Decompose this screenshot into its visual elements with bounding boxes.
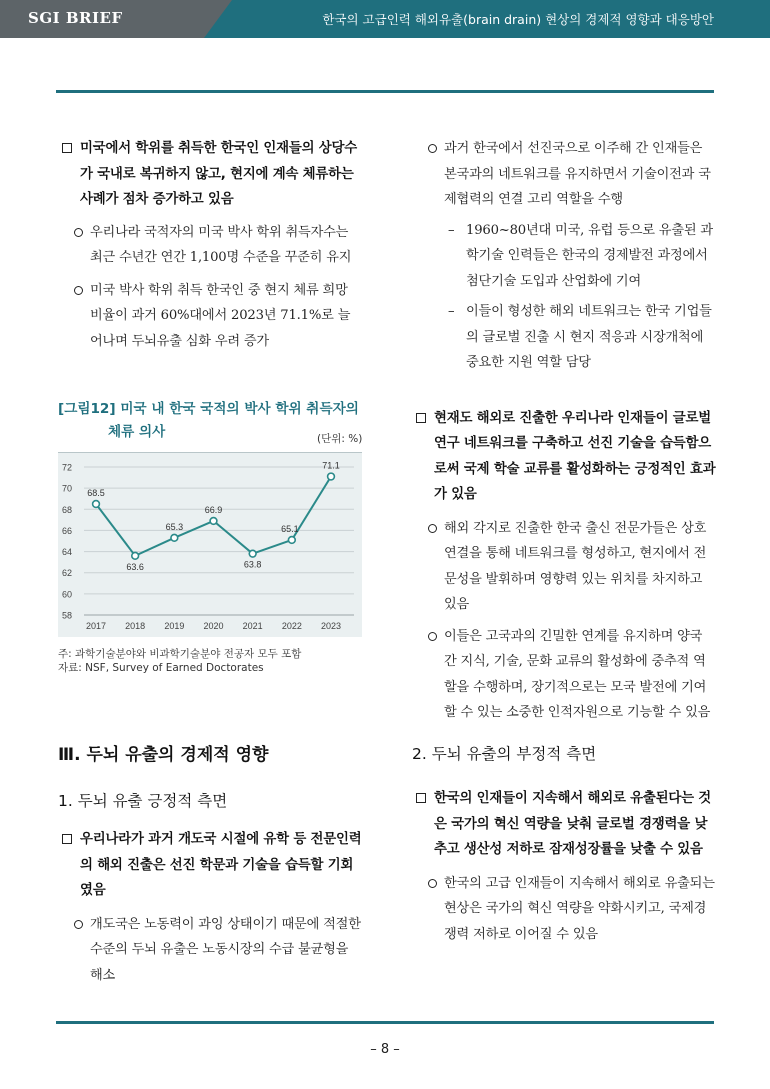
bottom-divider (56, 1021, 714, 1024)
y-tick-label: 62 (62, 568, 73, 579)
figure-notes (58, 647, 378, 675)
subsection-negative: 2. 두뇌 유출의 부정적 측면 (412, 745, 597, 763)
left-square-bullet-2: 우리나라가 과거 개도국 시절에 유학 등 전문인력의 해외 진출은 선진 학문과 기술을 습득할 기회였음 (58, 827, 362, 904)
data-point (93, 501, 100, 508)
x-tick-label: 2019 (164, 621, 185, 631)
figure-unit: (단위: %) (317, 433, 363, 445)
data-label: 63.6 (126, 561, 144, 572)
data-point (132, 552, 139, 559)
right-square-bullet-1: 현재도 해외로 진출한 우리나라 인재들이 글로벌 연구 네트워크를 구축하고 선진 기술을 습득함으로써 국제 학술 교류를 활성화하는 긍정적인 효과가 있음 (412, 406, 716, 508)
x-tick-label: 2021 (242, 621, 263, 631)
left-lower (58, 740, 362, 988)
y-tick-label: 70 (62, 483, 73, 494)
data-point (249, 550, 256, 557)
left-column (58, 136, 362, 354)
y-tick-label: 68 (62, 504, 73, 515)
figure-note-1: 주: 과학기술분야와 비과학기술분야 전공자 모두 포함 (58, 648, 302, 660)
y-tick-label: 58 (62, 610, 73, 621)
right-column (412, 136, 716, 726)
left-circle-bullet-2: 미국 박사 학위 취득 한국인 중 현지 체류 희망 비율이 과거 60%대에서 2023년 71.1%로 늘어나며 두뇌유출 심화 우려 증가 (58, 278, 362, 355)
left-circle-bullet-1: 우리나라 국적자의 미국 박사 학위 취득자수는 최근 수년간 연간 1,100명 수준을 꾸준히 유지 (58, 220, 362, 271)
document-title: 한국의 고급인력 해외유출(brain drain) 현상의 경제적 영향과 대응방안 (322, 12, 714, 27)
line-chart (58, 453, 362, 637)
figure-caption-line1: [그림12] 미국 내 한국 국적의 박사 학위 취득자의 (58, 401, 359, 417)
brand-label: SGI BRIEF (28, 9, 123, 27)
data-point (288, 537, 295, 544)
y-tick-label: 72 (62, 462, 73, 473)
right-dash-bullet-1: – 1960~80년대 미국, 유럽 등으로 유출된 과학기술 인력들은 한국의 경제발전 과정에서 첨단기술 도입과 산업화에 기여 (412, 218, 716, 295)
data-label: 68.5 (87, 488, 105, 498)
data-label: 71.1 (322, 460, 340, 471)
x-tick-label: 2017 (85, 621, 107, 631)
data-label: 66.9 (204, 504, 223, 515)
data-point (210, 518, 217, 525)
y-tick-label: 60 (62, 589, 73, 600)
x-tick-label: 2022 (281, 621, 302, 631)
page-number: – 8 – (370, 1042, 400, 1057)
figure-source: 자료: NSF, Survey of Earned Doctorates (58, 662, 264, 674)
x-tick-label: 2023 (320, 621, 342, 631)
data-point (171, 534, 178, 541)
top-divider (56, 90, 714, 93)
data-label: 65.1 (281, 523, 299, 534)
data-label: 65.3 (165, 521, 184, 532)
y-tick-label: 66 (62, 525, 73, 536)
page-header (0, 0, 770, 38)
y-tick-label: 64 (62, 547, 73, 558)
section-title: Ⅲ. 두뇌 유출의 경제적 영향 (58, 745, 269, 765)
right-circle-bullet-2: 해외 각지로 진출한 한국 출신 전문가들은 상호 연결을 통해 네트워크를 형성하고, 현지에서 전문성을 발휘하며 영향력 있는 위치를 차지하고 있음 (412, 516, 716, 618)
right-circle-bullet-4: 한국의 고급 인재들이 지속해서 해외로 유출되는 현상은 국가의 혁신 역량을 약화시키고, 국제경쟁력 저하로 이어질 수 있음 (412, 871, 716, 948)
chart-panel (58, 452, 362, 637)
figure-caption-line2: 체류 의사 (108, 424, 166, 440)
right-square-bullet-2: 한국의 인재들이 지속해서 해외로 유출된다는 것은 국가의 혁신 역량을 낮춰 글로벌 경쟁력을 낮추고 생산성 저하로 잠재성장률을 낮출 수 있음 (412, 786, 716, 863)
subsection-positive: 1. 두뇌 유출 긍정적 측면 (58, 792, 228, 810)
left-circle-bullet-3: 개도국은 노동력이 과잉 상태이기 때문에 적절한 수준의 두뇌 유출은 노동시장의 수급 불균형을 해소 (58, 912, 362, 989)
data-label: 63.8 (243, 559, 262, 570)
right-dash-bullet-2: – 이들이 형성한 해외 네트워크는 한국 기업들의 글로벌 진출 시 현지 적응과 시장개척에 중요한 지원 역할 담당 (412, 299, 716, 376)
data-point (328, 473, 335, 480)
left-square-bullet-1: 미국에서 학위를 취득한 한국인 인재들의 상당수가 국내로 복귀하지 않고, 현지에 계속 체류하는 사례가 점차 증가하고 있음 (58, 136, 362, 213)
right-circle-bullet-3: 이들은 고국과의 긴밀한 연계를 유지하며 양국 간 지식, 기술, 문화 교류의 활성화에 중추적 역할을 수행하며, 장기적으로는 모국 발전에 기여할 수 있는 소중한 인적자원으로 기능할 수 있음 (412, 624, 716, 726)
x-tick-label: 2018 (125, 621, 146, 631)
x-tick-label: 2020 (203, 621, 224, 631)
right-lower (412, 742, 716, 947)
right-circle-bullet-1: 과거 한국에서 선진국으로 이주해 간 인재들은 본국과의 네트워크를 유지하면서 기술이전과 국제협력의 연결 고리 역할을 수행 (412, 136, 716, 213)
